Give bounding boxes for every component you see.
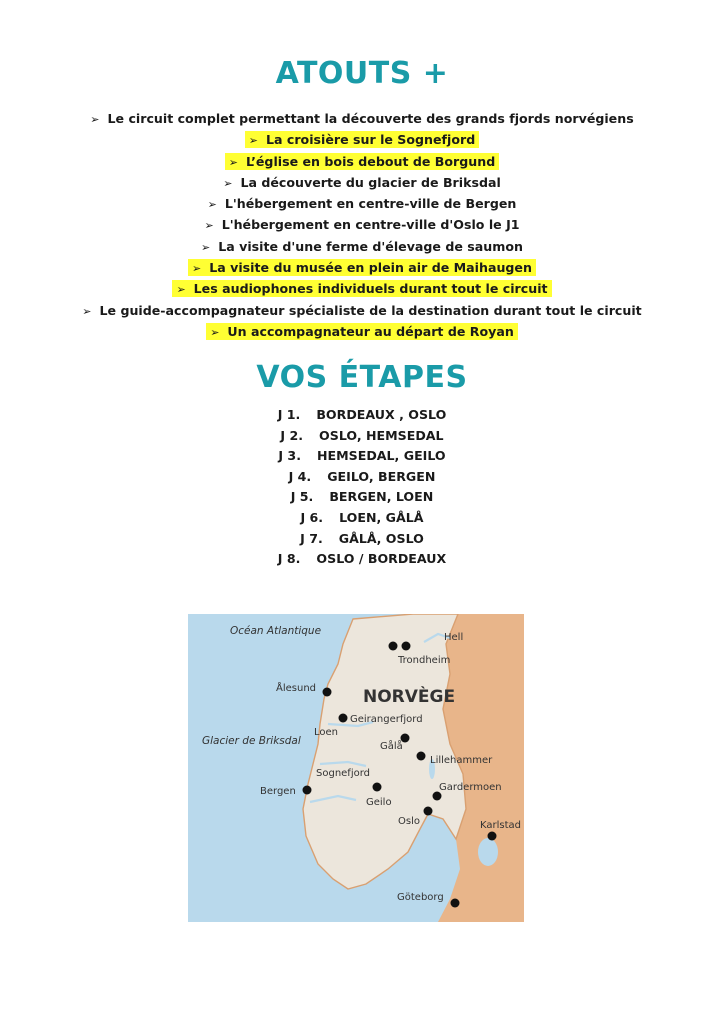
city-marker-oslo (424, 807, 433, 816)
list-item (0, 426, 724, 447)
arrow-icon: ➢ (82, 304, 92, 318)
atout-text: La croisière sur le Sognefjord (265, 132, 476, 148)
atout-text: L'hébergement en centre-ville de Bergen (224, 196, 517, 212)
norway-map (188, 614, 524, 922)
list-item (0, 236, 724, 257)
place-label-geirangerfjord: Geirangerfjord (350, 714, 423, 725)
etapes-title: VOS ÉTAPES (256, 360, 468, 395)
list-item (0, 257, 724, 278)
atout-text: Un accompagnateur au départ de Royan (227, 323, 514, 339)
etape-route: BORDEAUX , OSLO (316, 407, 447, 422)
city-marker-trondheim (389, 642, 398, 651)
etape-day: J 4. (288, 468, 312, 484)
atout-text: L'hébergement en centre-ville d'Oslo le J1 (221, 217, 520, 233)
etape-day: J 1. (277, 407, 301, 422)
place-label-hell: Hell (444, 632, 464, 643)
list-item (0, 151, 724, 172)
place-label-geilo: Geilo (366, 797, 392, 808)
atout-text: La découverte du glacier de Briksdal (240, 174, 501, 190)
city-marker-hell (402, 642, 411, 651)
etape-route: OSLO / BORDEAUX (316, 551, 447, 567)
map-svg (188, 614, 524, 922)
etape-route: GEILO, BERGEN (327, 468, 436, 484)
country-label: NORVÈGE (363, 687, 456, 707)
place-label-lillehammer: Lillehammer (430, 755, 493, 766)
atouts-title: ATOUTS + (275, 56, 449, 91)
place-label-loen: Loen (314, 727, 339, 738)
atout-text: Le guide-accompagnateur spécialiste de la destination durant tout le circuit (99, 302, 642, 318)
list-item (0, 193, 724, 214)
list-item (0, 321, 724, 342)
etape-day: J 3. (278, 448, 301, 464)
place-label-gala: Gålå (380, 741, 403, 752)
list-item (0, 508, 724, 529)
list-item (0, 529, 724, 550)
arrow-icon: ➢ (223, 176, 233, 190)
atout-text: La visite d'une ferme d'élevage de saumon (218, 238, 523, 254)
list-item (0, 172, 724, 193)
arrow-icon: ➢ (176, 283, 186, 297)
lake-vanern (478, 838, 498, 866)
place-label-gardermoen: Gardermoen (439, 782, 502, 793)
arrow-icon: ➢ (201, 240, 211, 254)
city-marker-karlstad (488, 832, 497, 841)
etape-route: OSLO, HEMSEDAL (319, 427, 444, 443)
city-marker-lillehammer (417, 752, 426, 761)
list-item (0, 487, 724, 508)
etapes-list (0, 405, 724, 570)
arrow-icon: ➢ (90, 113, 100, 126)
place-label-bergen: Bergen (260, 786, 296, 797)
list-item (0, 549, 724, 570)
list-item (0, 467, 724, 488)
ocean-label: Océan Atlantique (230, 625, 322, 637)
etape-day: J 7. (300, 530, 323, 546)
list-item (0, 129, 724, 150)
place-label-goteborg: Göteborg (397, 892, 444, 903)
atout-text: La visite du musée en plein air de Maihaugen (209, 260, 532, 276)
city-marker-bergen (303, 786, 312, 795)
place-label-trondheim: Trondheim (398, 655, 451, 666)
atouts-list (0, 108, 724, 342)
arrow-icon: ➢ (192, 262, 202, 276)
etape-route: GÅLÅ, OSLO (338, 530, 424, 546)
city-marker-alesund (323, 688, 332, 697)
etape-route: HEMSEDAL, GEILO (316, 448, 446, 464)
atout-text: Le circuit complet permettant la découverte des grands fjords norvégiens (107, 111, 634, 126)
arrow-icon: ➢ (248, 134, 258, 148)
list-item (0, 405, 724, 426)
place-label-karlstad: Karlstad (480, 820, 522, 831)
arrow-icon: ➢ (204, 219, 214, 233)
city-marker-goteborg (451, 899, 460, 908)
etape-day: J 6. (300, 509, 324, 525)
atout-text: L’église en bois debout de Borgund (245, 153, 496, 169)
etape-day: J 2. (280, 427, 304, 443)
list-item (0, 278, 724, 299)
etape-day: J 8. (277, 551, 301, 567)
list-item (0, 214, 724, 235)
place-label-alesund: Ålesund (276, 683, 317, 694)
etape-route: BERGEN, LOEN (329, 489, 434, 505)
place-label-oslo: Oslo (398, 816, 420, 827)
atout-text: Les audiophones individuels durant tout le circuit (193, 281, 548, 297)
list-item (0, 446, 724, 467)
place-label-sognefjord: Sognefjord (316, 768, 371, 779)
place-label-briksdal: Glacier de Briksdal (202, 735, 301, 747)
list-item (0, 108, 724, 129)
etape-day: J 5. (290, 489, 314, 505)
city-marker-geilo (373, 783, 382, 792)
arrow-icon: ➢ (210, 325, 220, 339)
arrow-icon: ➢ (228, 155, 238, 169)
city-marker-geirangerfjord (339, 714, 348, 723)
etape-route: LOEN, GÅLÅ (339, 509, 424, 525)
arrow-icon: ➢ (207, 198, 217, 212)
list-item (0, 300, 724, 321)
